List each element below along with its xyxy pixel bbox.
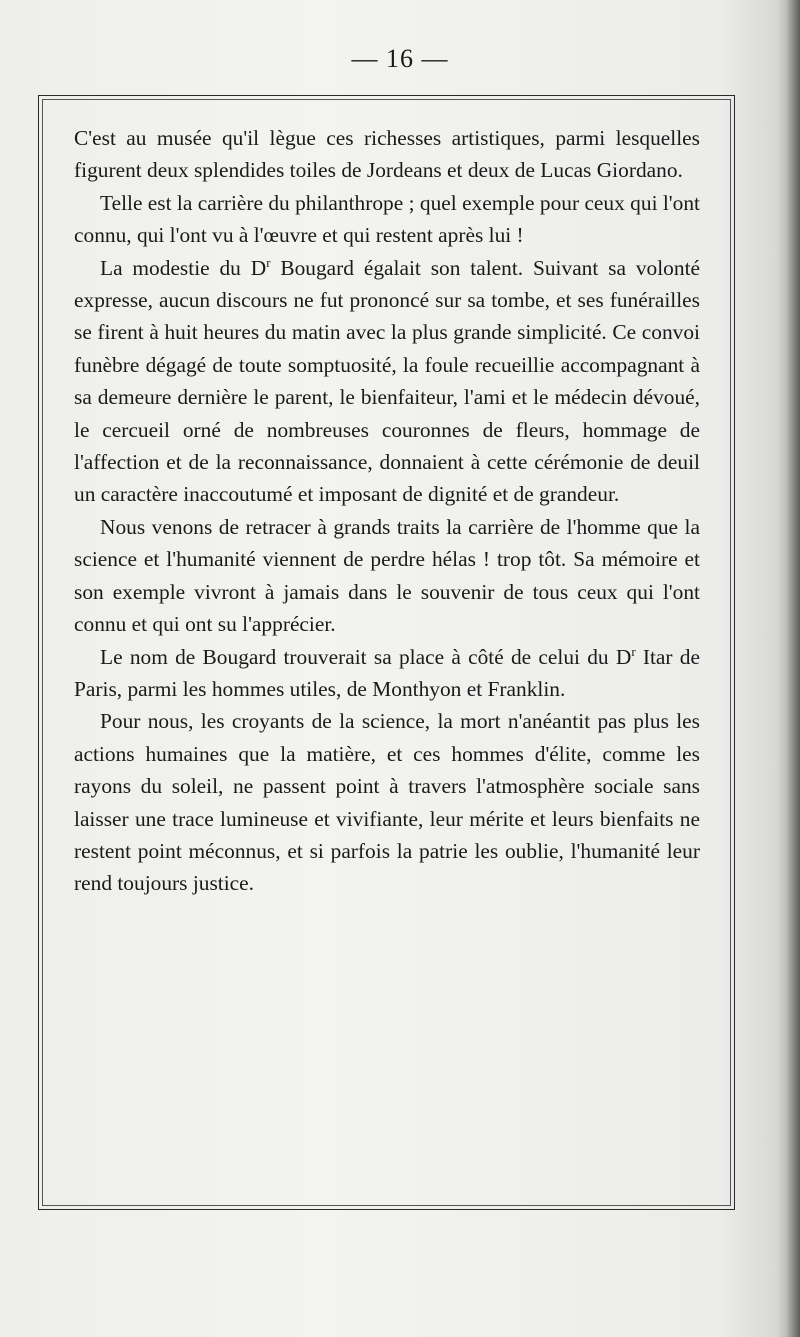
paragraph-1-text: C'est au musée qu'il lègue ces richesses artistiques, parmi lesquelles figurent deux splendides toiles de Jordeans et deux de Lucas Giordano. [74, 126, 700, 183]
paragraph-3 [74, 252, 700, 511]
paragraph-5-text-b: Itar de Paris, parmi les hommes utiles, de Monthyon et Franklin. [74, 644, 700, 701]
paragraph-5-text-a: Le nom de Bougard trouverait sa place à côté de celui du D [100, 644, 632, 669]
paragraph-3-text-b: Bougard égalait son talent. Suivant sa volonté expresse, aucun discours ne fut prononcé sur sa tombe, et ses funérailles se firent à huit heures du matin avec la plus grande simplicité. Ce convoi funèbre dégagé de toute somptuosité, la foule recueillie accompagnant à sa demeure dernière le parent, le bienfaiteur, l'ami et le médecin dévoué, le cercueil orné de nombreuses couronnes de fleurs, hommage de l'affection et de la reconnaissance, donnaient à cette cérémonie de deuil un caractère inaccoutumé et imposant de dignité et de grandeur. [74, 255, 701, 507]
paragraph-1 [74, 122, 700, 187]
paragraph-6-text: Pour nous, les croyants de la science, la mort n'anéantit pas plus les actions humaines que la matière, et ces hommes d'élite, comme les rayons du soleil, ne passent point à travers l'atmosphère sociale sans laisser une trace lumineuse et vivifiante, leur mérite et leurs bienfaits ne restent point méconnus, et si parfois la patrie les oublie, l'humanité leur rend toujours justice. [74, 709, 700, 896]
body-text [74, 122, 700, 900]
paragraph-4-text: Nous venons de retracer à grands traits la carrière de l'homme que la science et l'humanité viennent de perdre hélas ! trop tôt. Sa mémoire et son exemple vivront à jamais dans le souvenir de tous ceux qui l'ont connu et qui ont su l'apprécier. [74, 514, 700, 637]
paragraph-2 [74, 187, 700, 252]
paragraph-3-superscript: r [266, 255, 271, 270]
page-number: — 16 — [351, 44, 449, 73]
paragraph-5 [74, 641, 700, 706]
paragraph-4 [74, 511, 700, 641]
page-edge-shadow [786, 0, 800, 1337]
paragraph-3-text-a: La modestie du D [100, 255, 267, 280]
paragraph-6 [74, 705, 700, 899]
paragraph-2-text: Telle est la carrière du philanthrope ; quel exemple pour ceux qui l'ont connu, qui l'ont vu à l'œuvre et qui restent après lui ! [74, 190, 700, 248]
paragraph-5-superscript: r [631, 644, 636, 659]
